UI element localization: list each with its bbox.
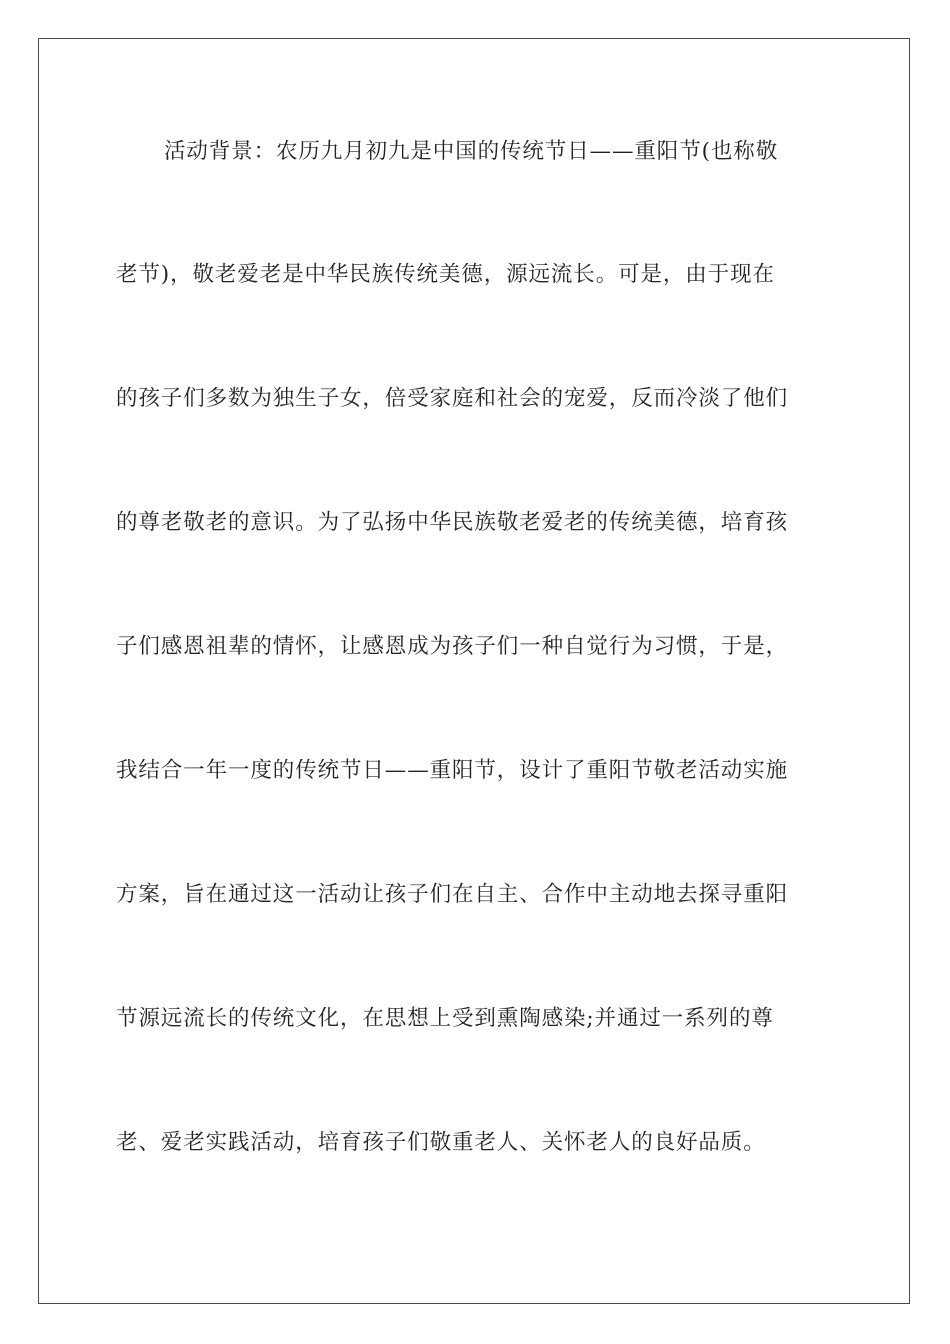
- paragraph-line-7: 方案，旨在通过这一活动让孩子们在自主、合作中主动地去探寻重阳: [116, 882, 789, 907]
- paragraph-line-1: 活动背景：农历九月初九是中国的传统节日——重阳节(也称敬: [164, 139, 779, 164]
- paragraph-line-8: 节源远流长的传统文化，在思想上受到熏陶感染;并通过一系列的尊: [116, 1006, 774, 1031]
- paragraph-line-5: 子们感恩祖辈的情怀，让感恩成为孩子们一种自觉行为习惯，于是，: [116, 634, 789, 659]
- paragraph-line-9: 老、爱老实践活动，培育孩子们敬重老人、关怀老人的良好品质。: [116, 1130, 766, 1155]
- paragraph-line-2: 老节)，敬老爱老是中华民族传统美德，源远流长。可是，由于现在: [116, 262, 775, 287]
- paragraph-line-3: 的孩子们多数为独生子女，倍受家庭和社会的宠爱，反而冷淡了他们: [116, 386, 789, 411]
- page-border: [38, 38, 910, 1304]
- paragraph-line-6: 我结合一年一度的传统节日——重阳节，设计了重阳节敬老活动实施: [116, 758, 789, 783]
- paragraph-line-4: 的尊老敬老的意识。为了弘扬中华民族敬老爱老的传统美德，培育孩: [116, 510, 789, 535]
